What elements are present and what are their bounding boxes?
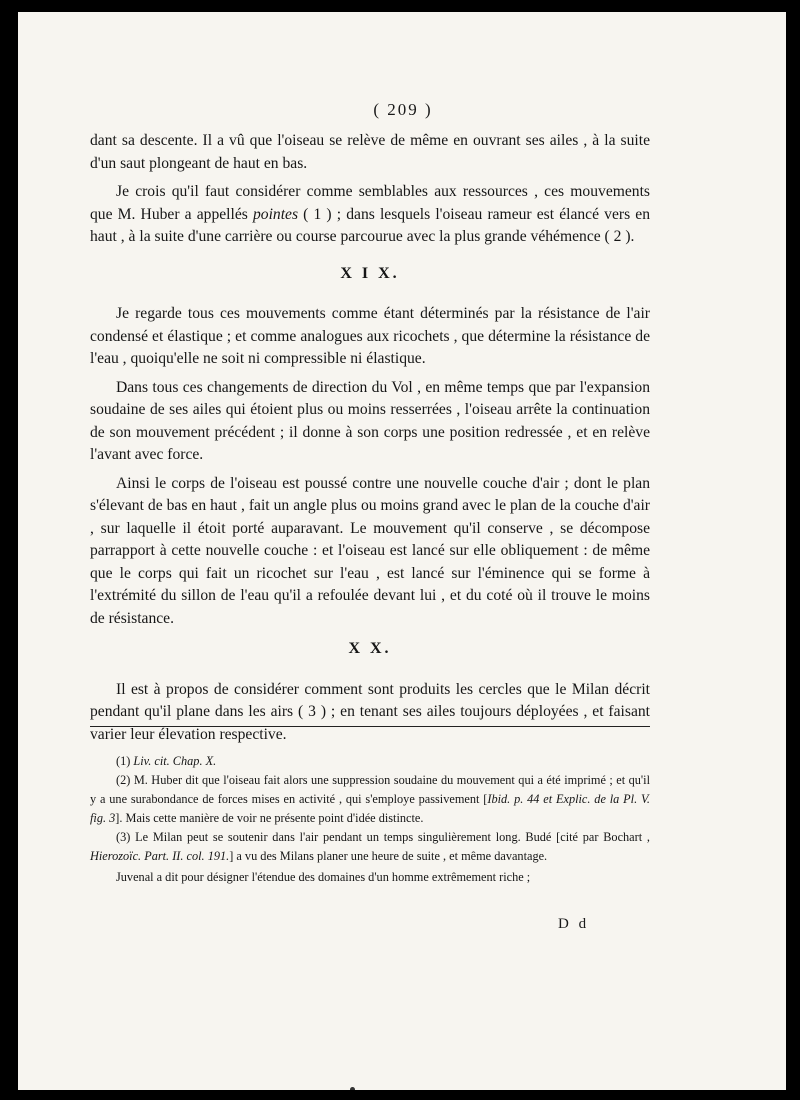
paragraph: Dans tous ces changements de direction du Vol , en même temps que par l'expansion soudaine de ses ailes qui étoient plus ou moins resserrées , l'oiseau arrête la continuation de son mouvement précédent ; il donne à son corps une position redressée , et en relève l'avant avec force. (90, 378, 650, 463)
paragraph: Ainsi le corps de l'oiseau est poussé contre une nouvelle couche d'air ; dont le plan s'élevant de bas en haut , fait un angle plus ou moins grand avec le plan de la couche d'air , sur laquelle il étoit porté auparavant. Le mouvement qu'il conserve , se décompose parrapport à cette nouvelle couche : et l'oiseau est lancé sur elle obliquement : de même que le corps qui fait un ricochet sur l'eau , est lancé sur l'éminence qui se forme à l'extrémité du sillon de l'eau qu'il a refoulée devant lui , et du coté où il trouve le moins de résistance. (90, 474, 650, 627)
footnote-rule (90, 726, 650, 727)
text-span: (3) Le Milan peut se soutenir dans l'air pendant un temps singulièrement long. Budé [cité par Bochart , (116, 830, 650, 844)
paragraph: Il est à propos de considérer comment sont produits les cercles que le Milan décrit pendant qu'il plane dans les airs ( 3 ) ; en tenant ses ailes toujours déployées , et faisant varier leur élevation respective. (90, 680, 650, 743)
ink-speck (350, 1087, 355, 1090)
paragraph-pointes (90, 181, 650, 249)
footnote-ref: Ibid. p. 44 et Explic. de la Pl. V. fig. 3 (90, 792, 650, 825)
section-heading-xx: X X. (348, 640, 392, 657)
text-span: ]. Mais cette manière de voir ne présente point d'idée distincte. (115, 811, 424, 825)
footnote-3 (90, 828, 650, 866)
page-number: ( 209 ) (373, 100, 433, 119)
text-span: (2) M. Huber dit que l'oiseau fait alors une suppression soudaine du mouvement qui a été imprimé ; et qu'il y a une surabondance de forces mises en activité , qui s'employe passivement [ (90, 773, 650, 806)
footnotes (90, 752, 650, 887)
scan-border (786, 0, 800, 1100)
footnote-2 (90, 771, 650, 828)
paragraph-continuation: dant sa descente. Il a vû que l'oiseau se relève de même en ouvrant ses ailes , à la suite d'un saut plongeant de haut en bas. (90, 132, 650, 172)
text-span: Je crois qu'il faut considérer comme semblables aux ressources , ces mouvements que M. Huber a appellés (90, 183, 650, 223)
footnote-ref: Liv. cit. Chap. X. (133, 754, 217, 768)
section-heading-xix: X I X. (340, 264, 400, 282)
paragraph: Je regarde tous ces mouvements comme étant déterminés par la résistance de l'air condensé et élastique ; et comme analogues aux ricochets , que détermine la résistance de l'eau , quoiqu'elle ne soit ni compressible ni élastique. (90, 305, 650, 367)
text-span: ( 1 ) ; dans lesquels l'oiseau rameur est élancé vers en haut , à la suite d'une carrière ou course parcourue avec la plus grande véhémence ( 2 ). (90, 205, 650, 245)
italic-term: pointes (252, 205, 299, 223)
book-page (18, 12, 788, 1090)
footnote-4: Juvenal a dit pour désigner l'étendue des domaines d'un homme extrêmement riche ; (116, 870, 531, 884)
text-span: ] a vu des Milans planer une heure de suite , et même davantage. (229, 849, 548, 863)
footnote-mark: (1) (116, 754, 131, 768)
footnote-1 (90, 752, 650, 771)
catchword-signature: D d (558, 916, 590, 932)
footnote-ref: Hierozoïc. Part. II. col. 191. (90, 849, 230, 863)
body-text (90, 130, 650, 746)
